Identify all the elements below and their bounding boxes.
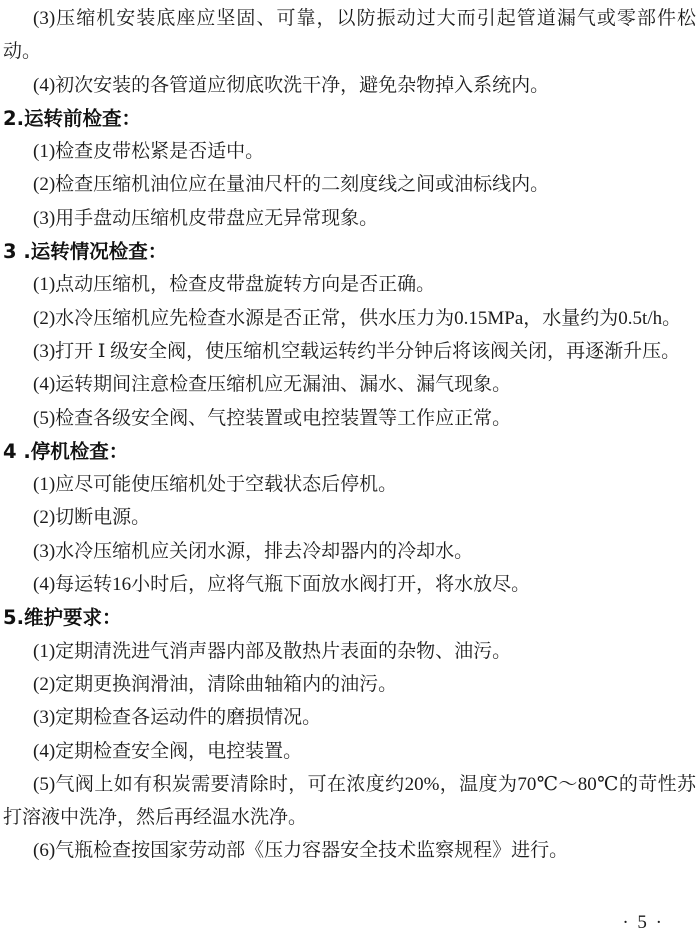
body-paragraph: (5)气阀上如有积炭需要清除时，可在浓度约20%，温度为70℃～80℃的苛性苏打溶液中洗净，然后再经温水洗净。 [3,773,696,829]
body-paragraph: (4)初次安装的各管道应彻底吹洗干净，避免杂物掉入系统内。 [33,74,550,96]
section-heading: 4 .停机检查： [3,439,129,463]
body-paragraph: (1)定期清洗进气消声器内部及散热片表面的杂物、油污。 [33,640,512,662]
body-paragraph: (4)每运转16小时后，应将气瓶下面放水阀打开，将水放尽。 [33,574,531,596]
body-paragraph: (3)用手盘动压缩机皮带盘应无异常现象。 [33,207,379,229]
body-paragraph: (4)定期检查安全阀，电控装置。 [33,740,303,762]
body-paragraph: (2)定期更换润滑油，清除曲轴箱内的油污。 [33,673,398,695]
body-paragraph: (1)检查皮带松紧是否适中。 [33,141,265,163]
section-heading: 5.维护要求： [3,606,122,630]
body-paragraph: (1)应尽可能使压缩机处于空载状态后停机。 [33,474,398,496]
body-paragraph: (4)运转期间注意检查压缩机应无漏油、漏水、漏气现象。 [33,374,512,396]
body-paragraph: (3)压缩机安装底座应坚固、可靠，以防振动过大而引起管道漏气或零部件松动。 [3,8,696,63]
body-paragraph: (2)检查压缩机油位应在量油尺杆的二刻度线之间或油标线内。 [33,174,550,196]
body-paragraph: (3)水冷压缩机应关闭水源，排去冷却器内的冷却水。 [33,540,474,562]
section-heading: 2.运转前检查： [3,106,141,130]
section-heading: 3 .运转情况检查： [3,240,168,264]
body-paragraph: (2)水冷压缩机应先检查水源是否正常，供水压力为0.15MPa，水量约为0.5t/h。 [33,307,682,329]
page-number: · 5 · [622,912,664,933]
body-paragraph: (1)点动压缩机，检查皮带盘旋转方向是否正确。 [33,274,436,296]
body-paragraph: (2)切断电源。 [33,507,151,529]
body-paragraph: (5)检查各级安全阀、气控装置或电控装置等工作应正常。 [33,407,512,429]
body-paragraph: (6)气瓶检查按国家劳动部《压力容器安全技术监察规程》进行。 [33,840,569,862]
body-paragraph: (3)打开 Ⅰ 级安全阀，使压缩机空载运转约半分钟后将该阀关闭，再逐渐升压。 [33,340,681,362]
body-paragraph: (3)定期检查各运动件的磨损情况。 [33,707,322,729]
